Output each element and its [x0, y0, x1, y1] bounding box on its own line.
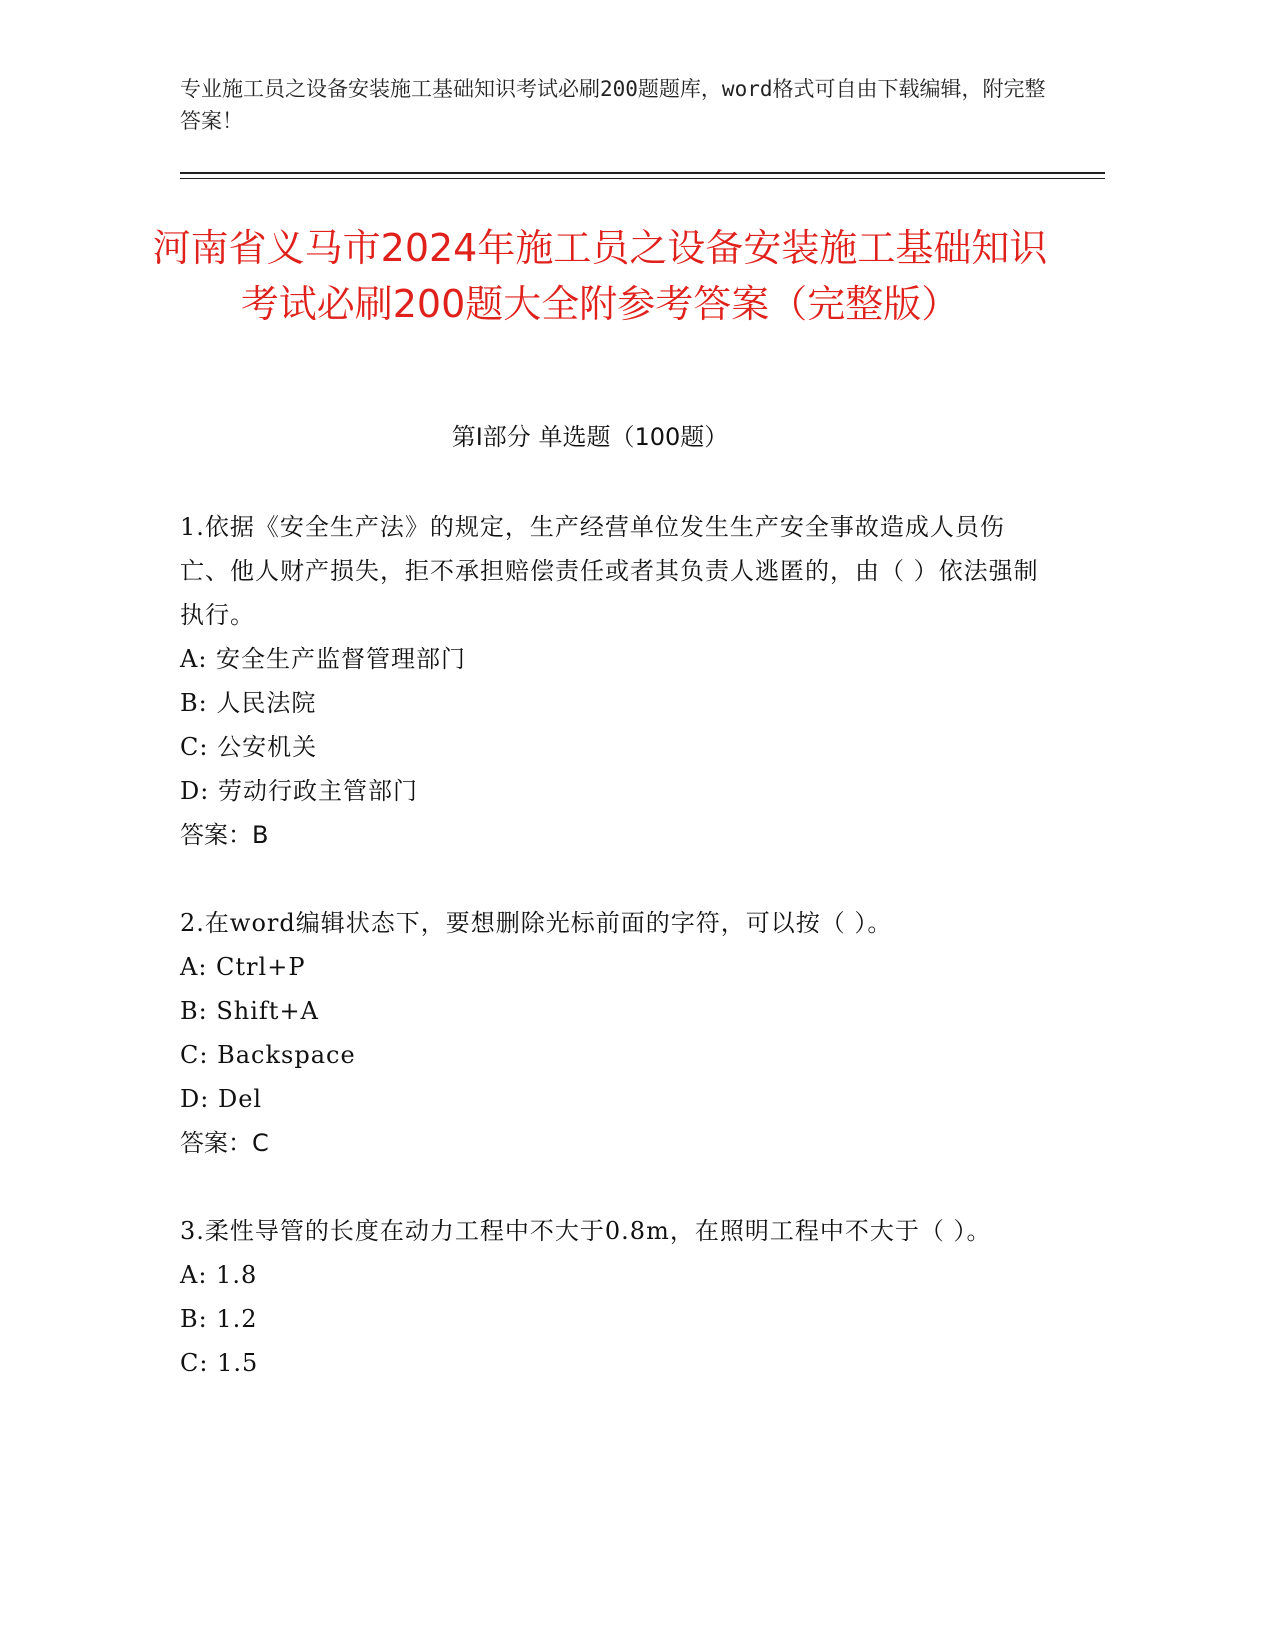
option-b: B: 1.2	[180, 1305, 258, 1333]
question-1	[180, 505, 1040, 857]
question-2	[180, 901, 1040, 1165]
header-divider-thick	[180, 172, 1105, 174]
question-stem: 1.依据《安全生产法》的规定，生产经营单位发生生产安全事故造成人员伤亡、他人财产损失，拒不承担赔偿责任或者其负责人逃匿的，由（ ）依法强制执行。	[180, 513, 1039, 629]
document-title: 河南省义马市2024年施工员之设备安装施工基础知识考试必刷200题大全附参考答案（完整版）	[152, 226, 1048, 326]
option-d: D: 劳动行政主管部门	[180, 777, 418, 805]
question-stem: 3.柔性导管的长度在动力工程中不大于0.8m，在照明工程中不大于（ ）。	[180, 1217, 992, 1245]
question-stem: 2.在word编辑状态下，要想删除光标前面的字符，可以按（ ）。	[180, 909, 893, 937]
option-b: B: 人民法院	[180, 689, 317, 717]
option-a: A: Ctrl+P	[180, 953, 306, 981]
option-c: C: 1.5	[180, 1349, 259, 1377]
option-c: C: Backspace	[180, 1041, 356, 1069]
answer: 答案：C	[180, 1129, 269, 1157]
answer: 答案：B	[180, 821, 269, 849]
option-a: A: 1.8	[180, 1261, 258, 1289]
question-3	[180, 1209, 1040, 1385]
question-list	[180, 505, 1040, 1429]
option-d: D: Del	[180, 1085, 263, 1113]
option-b: B: Shift+A	[180, 997, 319, 1025]
header-divider-thin	[180, 178, 1105, 179]
option-a: A: 安全生产监督管理部门	[180, 645, 467, 673]
header-note: 专业施工员之设备安装施工基础知识考试必刷200题题库，word格式可自由下载编辑，附完整答案！	[180, 77, 1046, 133]
section-heading: 第I部分 单选题（100题）	[451, 423, 729, 451]
option-c: C: 公安机关	[180, 733, 318, 761]
